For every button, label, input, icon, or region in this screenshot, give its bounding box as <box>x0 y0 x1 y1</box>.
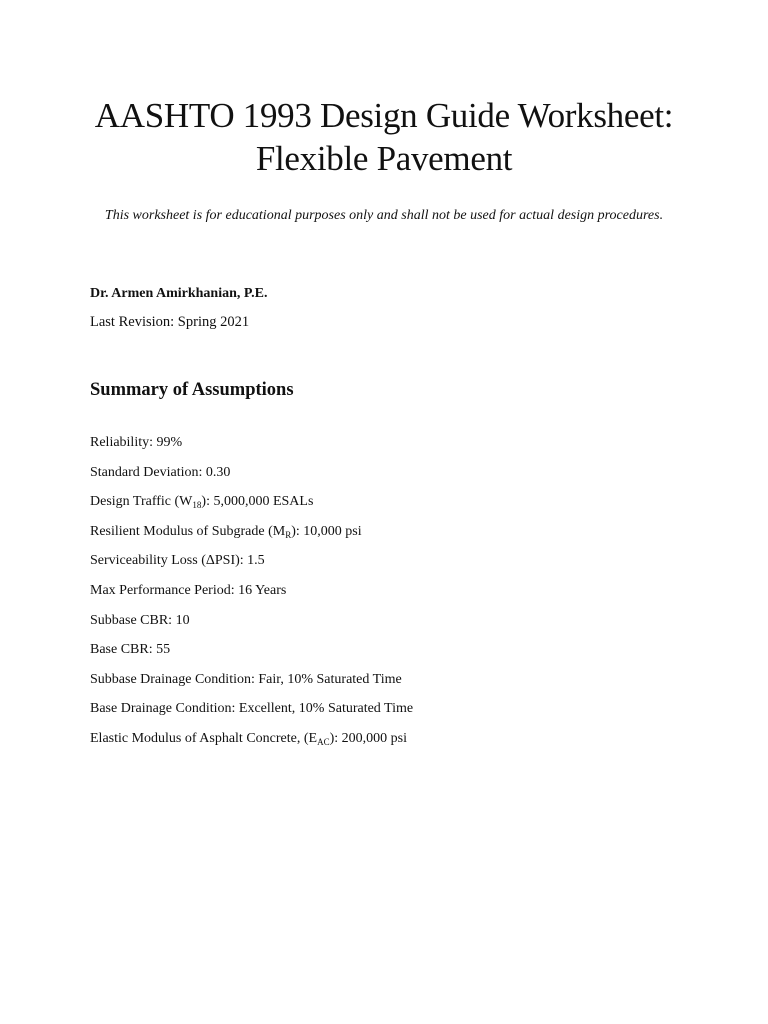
assumption-serviceability-loss: Serviceability Loss (ΔPSI): 1.5 <box>90 553 265 569</box>
assumption-standard-deviation: Standard Deviation: 0.30 <box>90 464 231 480</box>
author-name: Dr. Armen Amirkhanian, P.E. <box>90 286 268 301</box>
revision-date: Last Revision: Spring 2021 <box>90 314 250 330</box>
assumption-subbase-cbr: Subbase CBR: 10 <box>90 612 190 628</box>
elastic-modulus-subscript: AC <box>317 736 330 747</box>
resilient-modulus-suffix: ): 10,000 psi <box>291 523 362 539</box>
resilient-modulus-subscript: R <box>285 529 292 540</box>
section-heading: Summary of Assumptions <box>90 380 294 400</box>
assumption-design-traffic <box>90 492 413 522</box>
disclaimer-text: This worksheet is for educational purposes only and shall not be used for actual design procedures. <box>104 208 664 223</box>
design-traffic-prefix: Design Traffic (W <box>90 494 193 510</box>
assumption-base-drainage: Base Drainage Condition: Excellent, 10% Saturated Time <box>90 701 414 717</box>
assumption-base-cbr: Base CBR: 55 <box>90 642 171 658</box>
design-traffic-subscript: 18 <box>192 500 202 511</box>
assumption-elastic-modulus <box>90 729 413 759</box>
assumptions-list <box>90 433 413 759</box>
page-title <box>40 94 728 180</box>
assumption-max-performance-period: Max Performance Period: 16 Years <box>90 582 287 598</box>
assumption-reliability: Reliability: 99% <box>90 435 183 450</box>
design-traffic-suffix: ): 5,000,000 ESALs <box>201 494 314 510</box>
assumption-resilient-modulus <box>90 522 413 552</box>
resilient-modulus-prefix: Resilient Modulus of Subgrade (M <box>90 523 286 539</box>
title-line-1: AASHTO 1993 Design Guide Worksheet: <box>94 96 674 135</box>
elastic-modulus-suffix: ): 200,000 psi <box>329 730 407 746</box>
title-line-2: Flexible Pavement <box>255 139 513 178</box>
assumption-subbase-drainage: Subbase Drainage Condition: Fair, 10% Saturated Time <box>90 671 402 687</box>
elastic-modulus-prefix: Elastic Modulus of Asphalt Concrete, (E <box>90 730 318 746</box>
